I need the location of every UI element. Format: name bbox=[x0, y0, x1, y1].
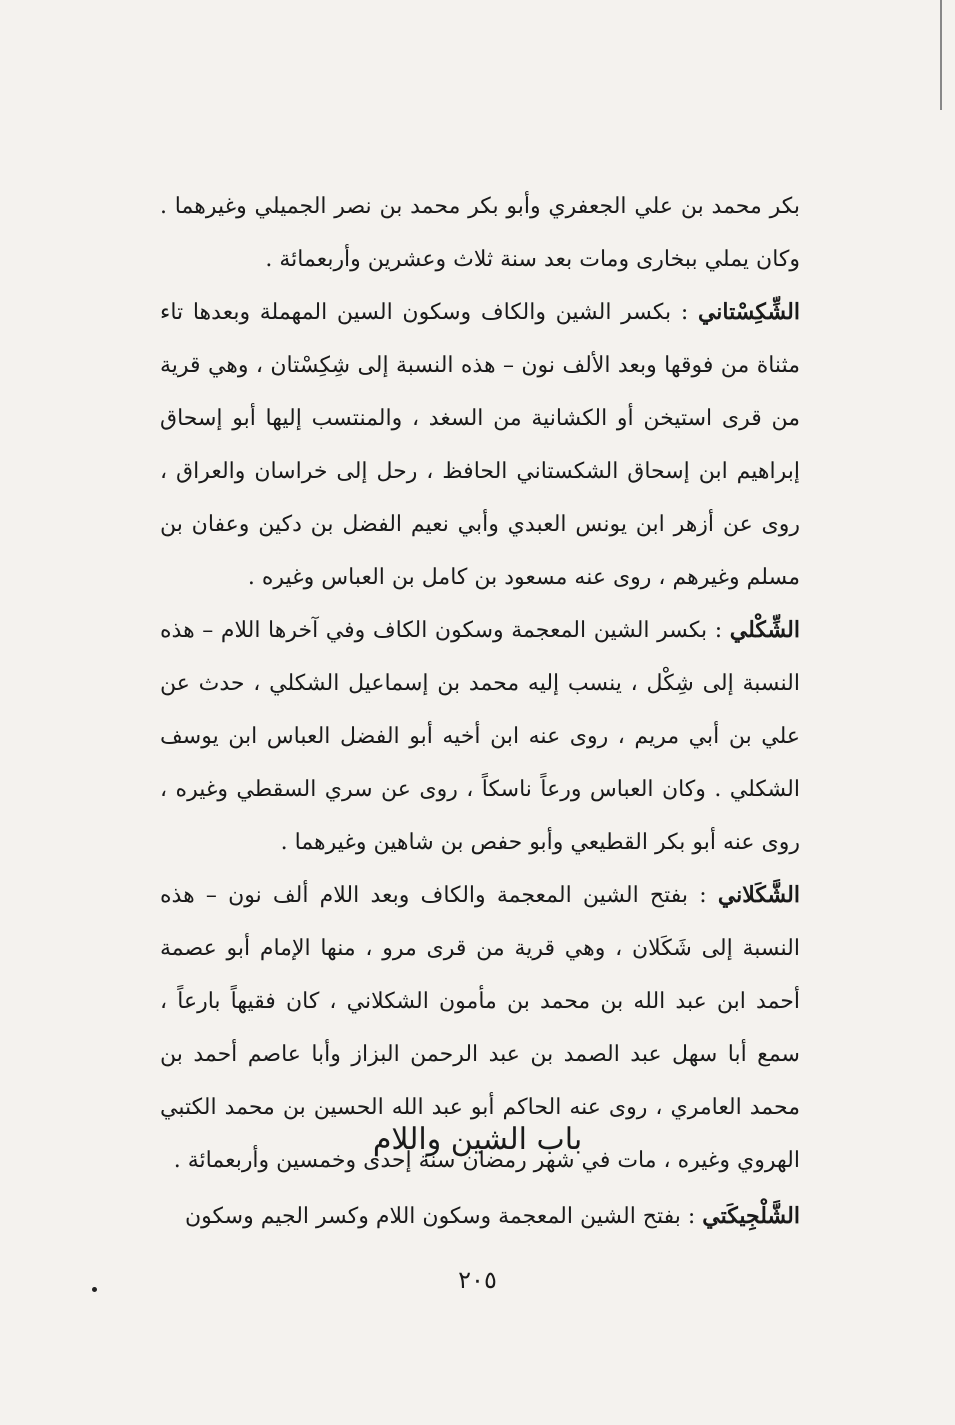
entry-paragraph bbox=[160, 180, 800, 286]
entry-text: بكر محمد بن علي الجعفري وأبو بكر محمد بن نصر الجميلي وغيرهما . وكان يملي ببخارى ومات بعد سنة ثلاث وعشرين وأربعمائة . bbox=[160, 194, 800, 272]
entry-term: الشِّكْلي bbox=[729, 617, 800, 643]
entry-text: : بكسر الشين المعجمة وسكون الكاف وفي آخرها اللام – هذه النسبة إلى شِكْل ، ينسب إليه محمد بن إسماعيل الشكلي ، حدث عن علي بن أبي مريم ، روى عنه ابن أخيه أبو الفضل العباس ابن يوسف الشكلي . وكان العباس ورعاً ناسكاً ، روى عن سري السقطي وغيره ، روى عنه أبو بكر القطيعي وأبو حفص بن شاهين وغيرهما . bbox=[160, 618, 800, 855]
entry-term: الشَّكَلاني bbox=[717, 882, 800, 908]
entry-text: : بفتح الشين المعجمة والكاف وبعد اللام ألف نون – هذه النسبة إلى شَكَلان ، وهي قرية من قرى مرو ، منها الإمام أبو عصمة أحمد ابن عبد الله بن محمد بن مأمون الشكلاني ، كان فقيهاً بارعاً ، سمع أبا سهل عبد الصمد بن عبد الرحمن البزاز وأبا عاصم أحمد بن محمد العامري ، روى عنه الحاكم أبو عبد الله الحسين بن محمد الكتبي الهروي وغيره ، مات في شهر رمضان سنة إحدى وخمسين وأربعمائة . bbox=[160, 883, 800, 1173]
page-number: ٢٠٥ bbox=[458, 1266, 497, 1294]
last-entry-line bbox=[160, 1190, 800, 1243]
entry-paragraph bbox=[160, 604, 800, 869]
entry-paragraph bbox=[160, 286, 800, 604]
last-entry-text: : بفتح الشين المعجمة وسكون اللام وكسر الجيم وسكون bbox=[184, 1204, 703, 1229]
section-heading: باب الشين واللام bbox=[372, 1122, 583, 1157]
page-edge-line bbox=[940, 0, 942, 110]
entry-text: : بكسر الشين والكاف وسكون السين المهملة وبعدها تاء مثناة من فوقها وبعد الألف نون – هذه النسبة إلى شِكِسْتان ، وهي قرية من قرى استيخن أو الكشانية من السغد ، والمنتسب إليها أبو إسحاق إبراهيم ابن إسحاق الشكستاني الحافظ ، رحل إلى خراسان والعراق ، روى عن أزهر ابن يونس العبدي وأبي نعيم الفضل بن دكين وعفان بن مسلم وغيرهم ، روى عنه مسعود بن كامل بن العباس وغيره . bbox=[160, 300, 800, 590]
last-entry-term: الشَّلْجِيكَتي bbox=[702, 1203, 800, 1229]
ink-speck bbox=[92, 1287, 97, 1292]
entry-term: الشِّكِسْتاني bbox=[697, 299, 800, 325]
entries-body bbox=[160, 180, 800, 1187]
